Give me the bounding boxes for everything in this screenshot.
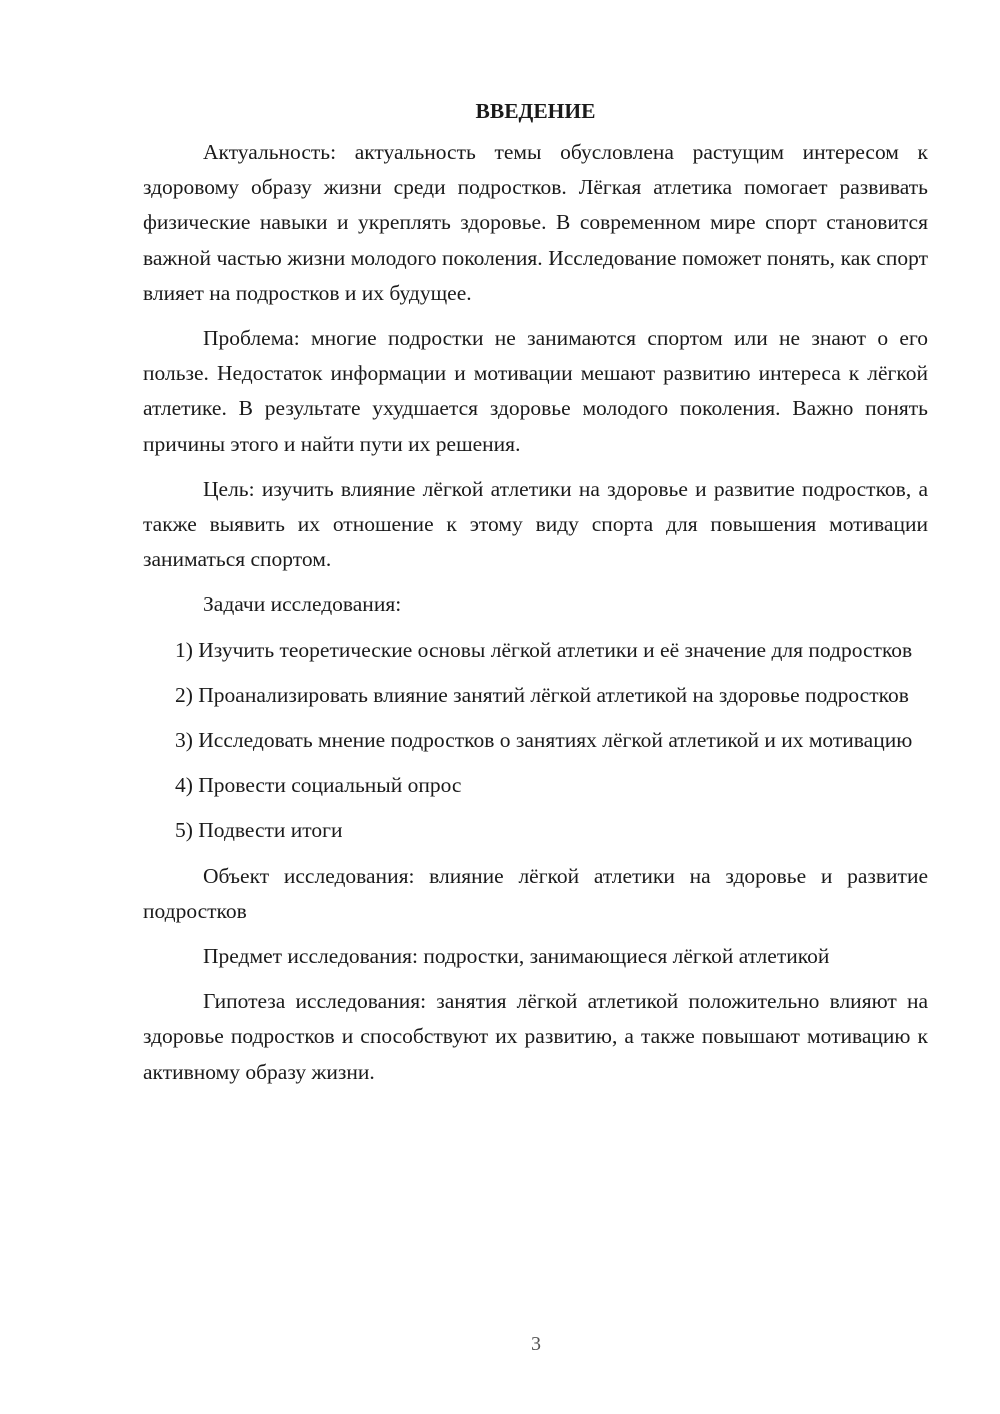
- goal-paragraph: Цель: изучить влияние лёгкой атлетики на здоровье и развитие подростков, а также выявить их отношение к этому виду спорта для повышения мотивации заниматься спортом.: [143, 476, 928, 572]
- task-item-2: 2) Проанализировать влияние занятий лёгкой атлетикой на здоровье подростков: [175, 682, 909, 707]
- task-item-5: 5) Подвести итоги: [175, 818, 343, 843]
- problem-paragraph: Проблема: многие подростки не занимаются спортом или не знают о его пользе. Недостаток информации и мотивации мешают развитию интереса к лёгкой атлетике. В результате ухудшается здоровье молодого поколения. Важно понять причины этого и найти пути их решения.: [143, 326, 928, 456]
- task-item-3: 3) Исследовать мнение подростков о занятиях лёгкой атлетикой и их мотивацию: [175, 728, 913, 753]
- page-content: [143, 96, 928, 1100]
- hypothesis-paragraph: Гипотеза исследования: занятия лёгкой атлетикой положительно влияют на здоровье подростков и способствуют их развитию, а также повышают мотивацию к активному образу жизни.: [143, 989, 928, 1084]
- subject-paragraph: Предмет исследования: подростки, занимающиеся лёгкой атлетикой: [203, 944, 830, 969]
- task-item-4: 4) Провести социальный опрос: [175, 773, 462, 798]
- page-title: ВВЕДЕНИЕ: [475, 99, 596, 123]
- task-item-1: 1) Изучить теоретические основы лёгкой атлетики и её значение для подростков: [175, 637, 913, 662]
- object-paragraph: Объект исследования: влияние лёгкой атлетики на здоровье и развитие подростков: [143, 863, 928, 923]
- relevance-paragraph: Актуальность: актуальность темы обусловлена растущим интересом к здоровому образу жизни среди подростков. Лёгкая атлетика помогает развивать физические навыки и укреплять здоровье. В современном мире спорт становится важной частью жизни молодого поколения. Исследование поможет понять, как спорт влияет на подростков и их будущее.: [143, 140, 928, 305]
- page-number: 3: [531, 1333, 541, 1355]
- tasks-heading: Задачи исследования:: [203, 592, 402, 617]
